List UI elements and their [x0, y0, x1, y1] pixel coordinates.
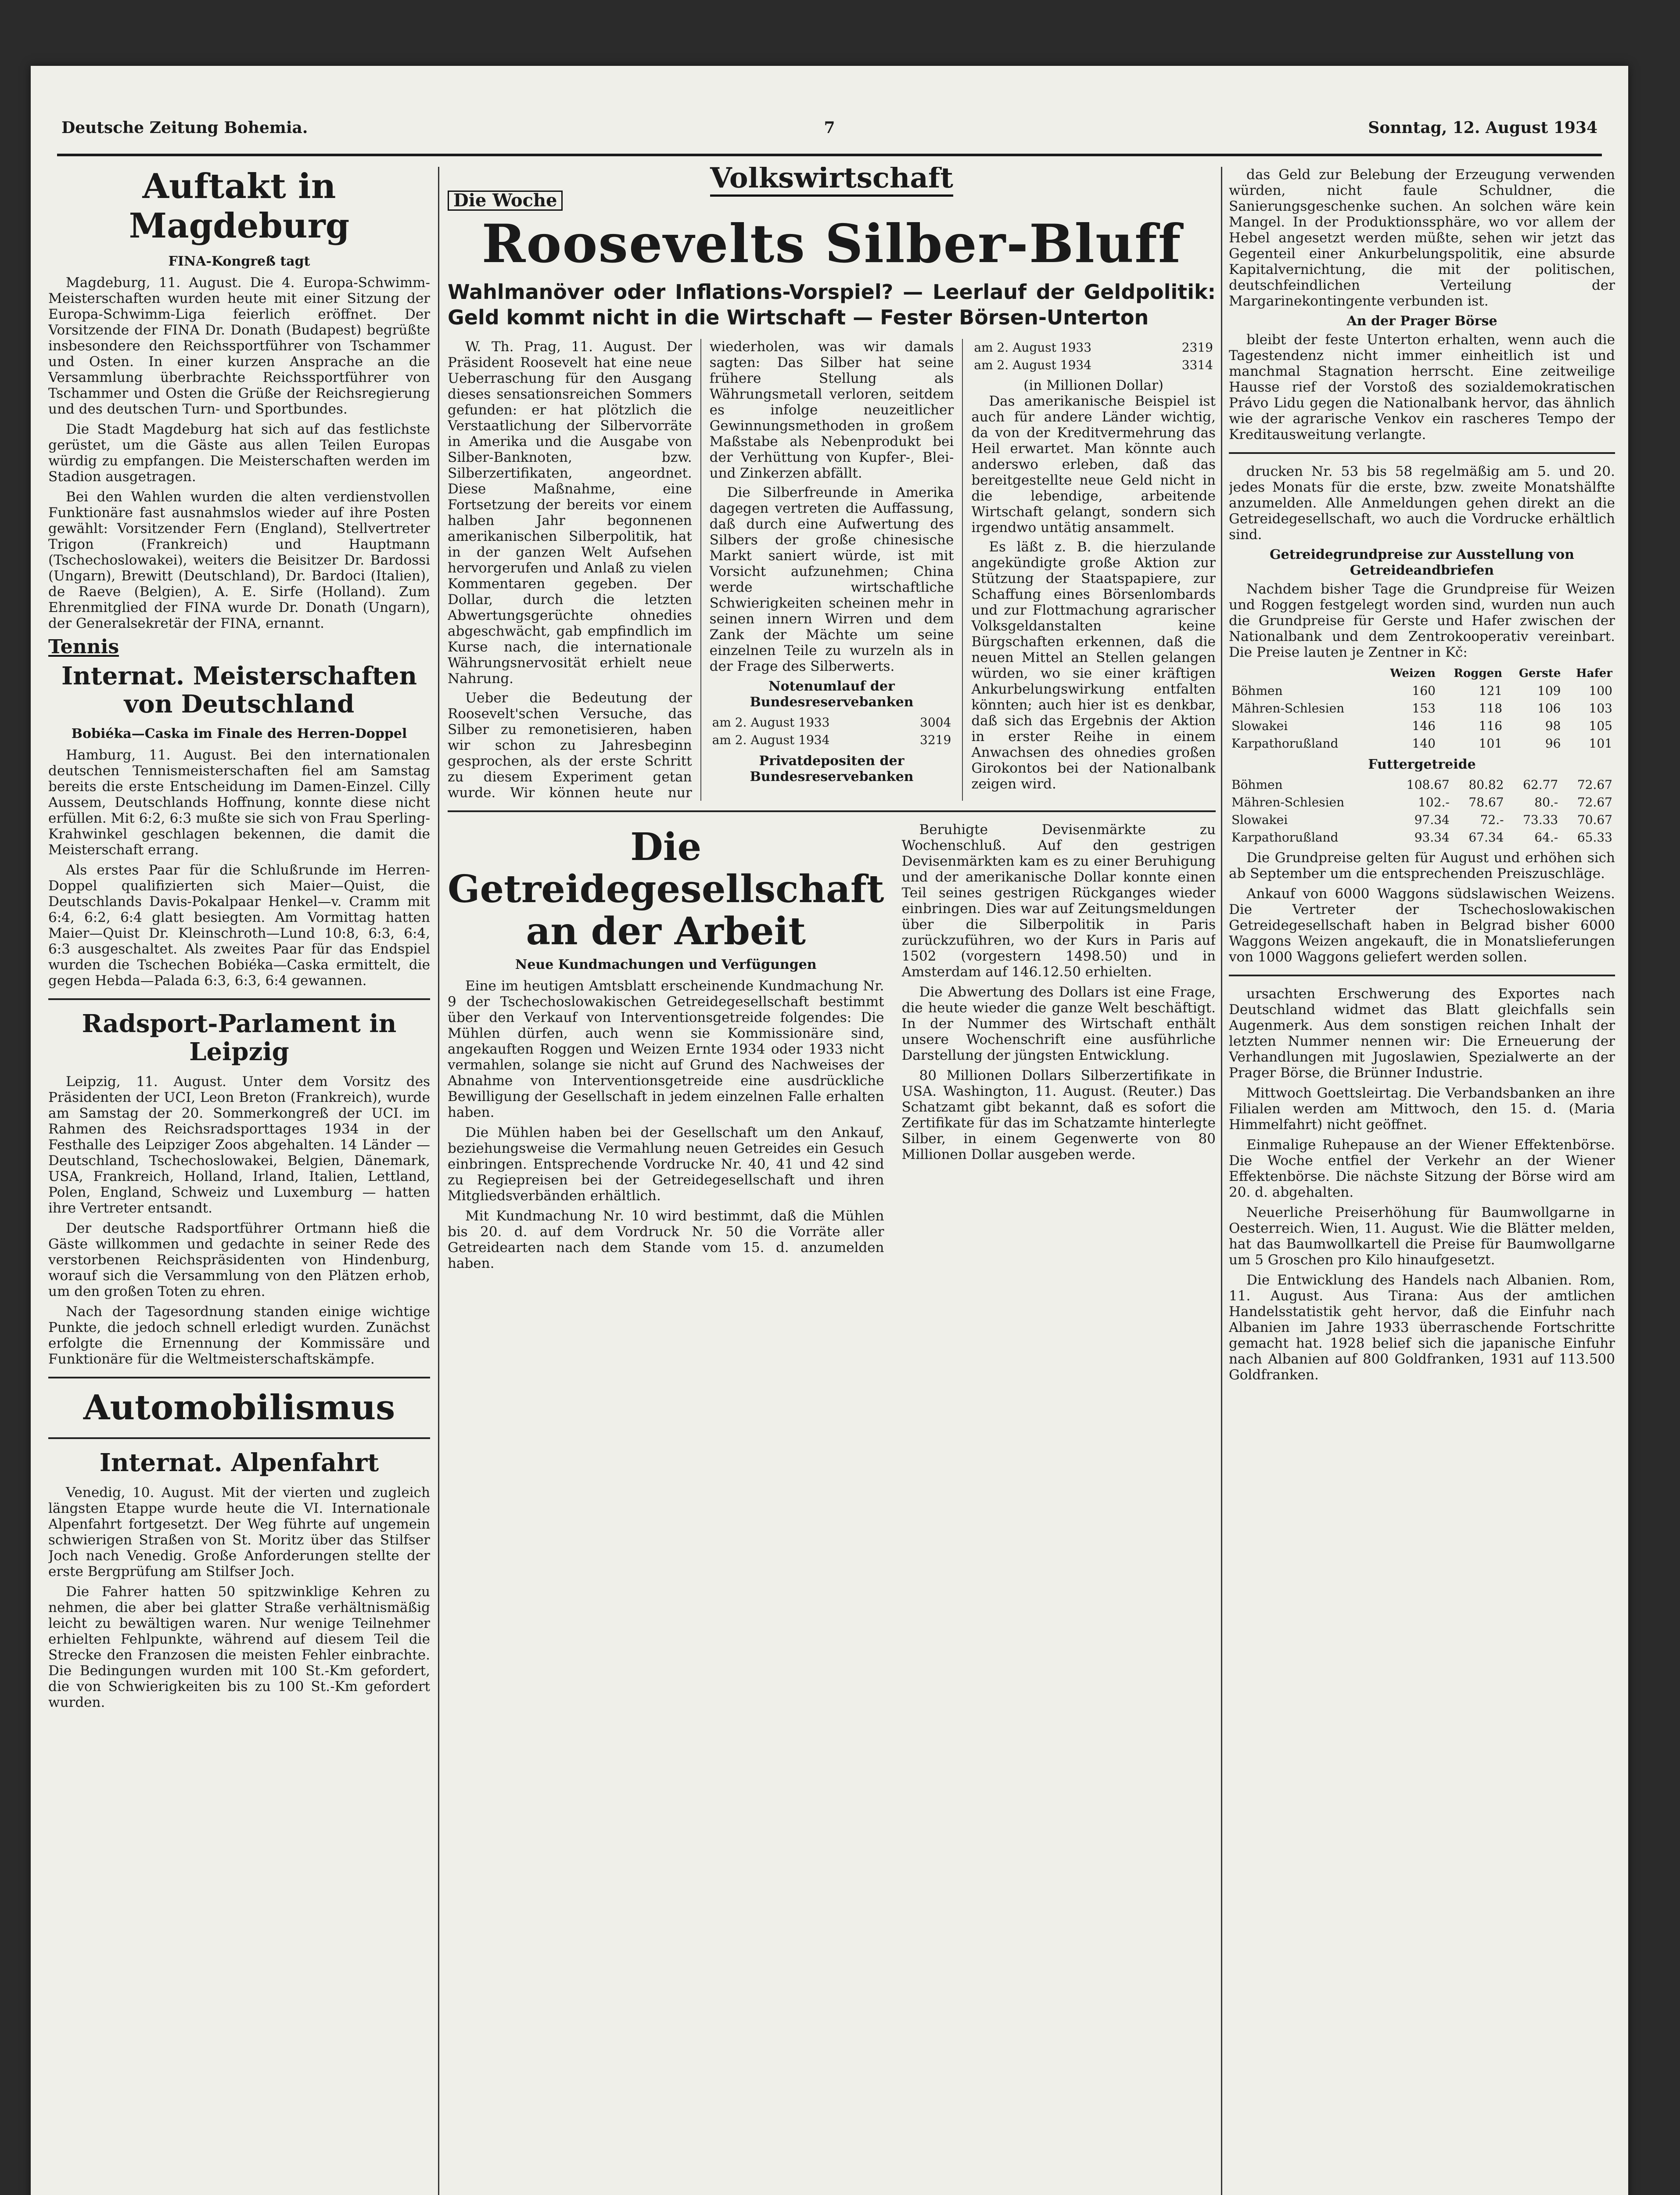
- header-date: Sonntag, 12. August 1934: [1368, 119, 1597, 137]
- article-paragraph: Die Abwertung des Dollars ist eine Frage, die heute wieder die ganze Welt beschäftigt. In der Nummer des Wirtschaft enthält unsere Wochenschrift eine ausführliche Darstellung der jüngsten Entwicklung.: [901, 984, 1216, 1063]
- divider: [48, 1437, 430, 1439]
- table-row: Slowakei 146 116 98 105: [1231, 719, 1612, 733]
- table-cell: 2319: [1181, 340, 1213, 355]
- article-paragraph: Venedig, 10. August. Mit der vierten und zugleich längsten Etappe wurde heute die VI. Internationale Alpenfahrt fortgesetzt. Der Weg führte auf ungemein schwierigen Straßen von St. Moritz über das Stilfser Joch nach Venedig. Große Anforderungen stellte der erste Bergprüfung am Stilfser Joch.: [48, 1485, 430, 1580]
- column-divider: [1221, 167, 1222, 2195]
- magdeburg-subheadline: FINA-Kongreß tagt: [168, 254, 310, 269]
- table-row: Karpathorußland 93.34 67.34 64.- 65.33: [1231, 830, 1612, 845]
- tennis-headline: Internat. Meisterschaften von Deutschland: [61, 662, 417, 719]
- center-column: [448, 167, 1216, 2195]
- table-row: [710, 714, 954, 731]
- header-rule: [57, 154, 1602, 156]
- article-paragraph: ursachten Erschwerung des Exportes nach Deutschland widmet das Blatt gleichfalls sein Augenmerk. Aus dem sonstigen reichen Inhalt der letzten Nummer nennen wir: Die Erneuerung der Verhandlungen mit Jugoslawien, Spezialwerte an der Prager Börse, die Brünner Industrie.: [1229, 986, 1615, 1081]
- fed-table-unit: (in Millionen Dollar): [1023, 378, 1164, 393]
- table-cell: 3314: [1181, 358, 1213, 372]
- article-paragraph: Die Mühlen haben bei der Gesellschaft um den Ankauf, beziehungsweise die Vermahlung neuen Getreides ein Gesuch einbringen. Entsprechende Vordrucke Nr. 40, 41 und 42 sind zu Regiepreisen bei der Getreidegesellschaft und ihren Mitgliedsverbänden erhältlich.: [448, 1125, 884, 1204]
- magdeburg-headline: Auftakt in Magdeburg: [129, 167, 350, 246]
- article-paragraph: Mit Kundmachung Nr. 10 wird bestimmt, daß die Mühlen bis 20. d. auf dem Vordruck Nr. 50 die Vorräte aller Getreidearten nach dem Stande vom 15. d. anzumelden haben.: [448, 1208, 884, 1271]
- article-paragraph: bleibt der feste Unterton erhalten, wenn auch die Tagestendenz nicht immer einheitlich ist und manchmal Stagnation herrscht. Eine zeitweilige Hausse rief der Vorstoß des sozialdemokratischen Právo Lidu gegen die Nationalbank hervor, das ähnlich wie der agrarische Venkov ein rascheres Tempo der Kreditausweitung verlangte.: [1229, 332, 1615, 443]
- table-row: [971, 339, 1216, 356]
- table-cell: am 2. August 1933: [974, 340, 1092, 355]
- radsport-headline: Radsport-Parlament in Leipzig: [82, 1009, 397, 1066]
- automobilismus-section: Automobilismus: [83, 1388, 395, 1428]
- futtergetreide-head: Futtergetreide: [1368, 757, 1476, 772]
- article-paragraph: Nach der Tagesordnung standen einige wichtige Punkte, die jedoch schnell erledigt wurden. Zunächst erfolgte die Ernennung der Kommissäre und Funktionäre für die Weltmeisterschaftskämpfe.: [48, 1304, 430, 1367]
- article-paragraph: drucken Nr. 53 bis 58 regelmäßig am 5. und 20. jedes Monats für die erste, bzw. zweite Monatshälfte anzumelden. Alle Anmeldungen gehen direkt an die Getreidegesellschaft, wo auch die Vordrucke erhältlich sind.: [1229, 464, 1615, 543]
- table-row: Böhmen 160 121 109 100: [1231, 684, 1612, 698]
- article-paragraph: Das amerikanische Beispiel ist auch für andere Länder wichtig, da von der Kreditvermehrung das Heil erwartet. Man könnte auch anderswo erleben, daß das bereitgestellte neue Geld nicht in die lebendige, arbeitende Wirtschaft gelangt, sondern sich irgendwo untätig ansammelt.: [971, 393, 1216, 536]
- article-paragraph: Hamburg, 11. August. Bei den internationalen deutschen Tennismeisterschaften fiel am Samstag bereits die erste Entscheidung im Damen-Einzel. Cilly Aussem, Deutschlands Hoffnung, konnte diese nicht erfüllen. Mit 6:2, 6:3 mußte sie sich von Frau Sperling-Krahwinkel geschlagen bekennen, die damit die Meisterschaft errang.: [48, 747, 430, 858]
- divider: [48, 1377, 430, 1378]
- article-paragraph: Die Stadt Magdeburg hat sich auf das festlichste gerüstet, um die Gäste aus allen Teilen Europas würdig zu empfangen. Die Meisterschaften werden im Stadion ausgetragen.: [48, 421, 430, 485]
- divider: [48, 998, 430, 1000]
- divider: [1229, 452, 1615, 454]
- grundpreise-head: Getreidegrundpreise zur Ausstellung von Getreideandbriefen: [1270, 547, 1574, 578]
- fed-table-title: Privatdepositen der Bundesreservebanken: [750, 753, 914, 784]
- roosevelt-headline: Roosevelts Silber-Bluff: [481, 213, 1182, 275]
- divider: [448, 810, 1216, 812]
- roosevelt-subheadline: Wahlmanöver oder Inflations-Vorspiel? — Leerlauf der Geldpolitik: Geld kommt nicht in die Wirtschaft — Fester Börsen-Unterton: [448, 280, 1216, 329]
- table-header-row: Weizen Roggen Gerste Hafer: [1390, 667, 1612, 680]
- article-paragraph: Bei den Wahlen wurden die alten verdienstvollen Funktionäre fast ausnahmslos wieder auf ihre Posten gewählt: Vorsitzender Fern (England), Stellvertreter Trigon (Frankreich) und Hauptmann (Tschechoslowakei), weiters die Beisitzer Dr. Bardossi (Ungarn), Brewitt (Deutschland), Dr. Bardoci (Italien), de Raeve (Belgien), A. E. Sirfe (Holland). Zum Ehrenmitglied der FINA wurde Dr. Donath (Ungarn), der Generalsekretär der FINA, ernannt.: [48, 489, 430, 631]
- article-paragraph: Einmalige Ruhepause an der Wiener Effektenbörse. Die Woche entfiel der Verkehr an der Wiener Effektenbörse. Die nächste Sitzung der Börse wird am 20. d. abgehalten.: [1229, 1137, 1615, 1200]
- table-cell: 3219: [920, 733, 951, 747]
- article-paragraph: Neuerliche Preiserhöhung für Baumwollgarne in Oesterreich. Wien, 11. August. Wie die Blätter melden, hat das Baumwollkartell die Preise für Baumwollgarne um 5 Groschen pro Kilo hinaufgesetzt.: [1229, 1205, 1615, 1268]
- article-paragraph: Die Entwicklung des Handels nach Albanien. Rom, 11. August. Aus Tirana: Aus der amtlichen Handelsstatistik geht hervor, daß die Einfuhr nach Albanien im Jahre 1933 überraschende Fortschritte gemacht hat. 1928 belief sich die japanische Einfuhr nach Albanien auf 800 Goldfranken, 1931 auf 113.500 Goldfranken.: [1229, 1272, 1615, 1383]
- getreide-article: [448, 822, 884, 1276]
- article-paragraph: Nachdem bisher Tage die Grundpreise für Weizen und Roggen festgelegt worden sind, wurden nun auch die Grundpreise für Gerste und Hafer zwischen der Nationalbank und dem Zentrokooperativ vereinbart. Die Preise lauten je Zentner in Kč:: [1229, 581, 1615, 660]
- table-row: [971, 356, 1216, 374]
- article-paragraph: Als erstes Paar für die Schlußrunde im Herren-Doppel qualifizierten sich Maier—Quist, die Deutschlands Davis-Pokalpaar Henkel—v. Cramm mit 6:4, 6:2, 6:4 glatt besiegten. Am Vormittag hatten Maier—Quist Dr. Kleinschroth—Lund 10:8, 6:3, 6:4, 6:3 ausgeschaltet. Als zweites Paar für das Endspiel wurden die Tschechen Bobiéka—Caska ermittelt, die gegen Hebda—Palada 6:3, 6:3, 6:4 gewannen.: [48, 862, 430, 989]
- table-row: Slowakei 97.34 72.- 73.33 70.67: [1231, 813, 1612, 827]
- header-page-number: 7: [824, 119, 835, 137]
- table-row: [710, 731, 954, 749]
- article-paragraph: Mittwoch Goettsleirtag. Die Verbandsbanken an ihre Filialen werden am Mittwoch, den 15. d. (Maria Himmelfahrt) nicht geöffnet.: [1229, 1085, 1615, 1133]
- fed-deposits-table: [971, 339, 1216, 374]
- die-woche-label: Die Woche: [448, 191, 563, 211]
- article-paragraph: Der deutsche Radsportführer Ortmann hieß die Gäste willkommen und gedachte in seiner Rede des verstorbenen Reichspräsidenten von Hindenburg, worauf sich die Versammlung von den Plätzen erhob, um den großen Toten zu ehren.: [48, 1220, 430, 1299]
- article-paragraph: das Geld zur Belebung der Erzeugung verwenden würden, nicht faule Schuldner, die Sanierungsgeschenke suchen. An solchen wäre kein Mangel. In der Produktionssphäre, wo vor allem der Hebel angesetzt werden müßte, sehen wir jetzt das Gegenteil einer Ankurbelungspolitik, eine absurde Kapitalvernichtung, die mit der politischen, deutschfeindlichen Verteilung der Margarinekontingente verbunden ist.: [1229, 167, 1615, 309]
- table-cell: am 2. August 1934: [712, 733, 830, 747]
- header-newspaper-name: Deutsche Zeitung Bohemia.: [61, 119, 308, 137]
- article-paragraph: W. Th. Prag, 11. August. Der Präsident Roosevelt hat eine neue Ueberraschung für den Ausgang dieses sensationsreichen Sommers gefunden: er hat plötzlich die Verstaatlichung der Silbervorräte in Amerika und die Ausgabe von Silber-Banknoten, bzw. Silberzertifikaten, angeordnet. Diese Maßnahme, eine Fortsetzung der bereits vor einem halben Jahr begonnenen amerikanischen Silberpolitik, hat in der ganzen Welt Aufsehen hervorgerufen und Anlaß zu vielen Kommentaren gegeben. Der Dollar, durch die letzten Abwertungsgerüchte ohnedies abgeschwächt, gab empfindlich im Kurse nach, die internationale Währungsnervosität erhielt neue Nahrung.: [448, 339, 692, 687]
- article-paragraph: 80 Millionen Dollars Silberzertifikate in USA. Washington, 11. August. (Reuter.) Das Schatzamt gibt bekannt, daß es sofort die Zertifikate für das im Schatzamte hinterlegte Silber, in einem Gegenwerte von 80 Millionen Dollar ausgeben werde.: [901, 1068, 1216, 1162]
- volkswirtschaft-section-title: Volkswirtschaft: [448, 170, 1216, 186]
- table-cell: am 2. August 1934: [974, 358, 1092, 372]
- table-cell: 3004: [920, 715, 951, 730]
- article-paragraph: Es läßt z. B. die hierzulande angekündigte große Aktion zur Stützung der Staatspapiere, zur Schaffung eines Börsenlombards und zur Flottmachung agrarischer Volksgeldanstalten keine Bürgschaften erkennen, daß die neuen Mittel an Stellen gelangen würden, wo sie einer kräftigen Ankurbelungswirkung entfalten könnten; auch hier ist es denkbar, daß sich das Ergebnis der Aktion in erster Reihe in einem Anwachsen des ohnedies großen Girokontos bei der Nationalbank zeigen wird.: [971, 539, 1216, 792]
- fed-notes-table: [710, 714, 954, 749]
- article-paragraph: Magdeburg, 11. August. Die 4. Europa-Schwimm-Meisterschaften wurden heute mit einer Sitzung der Europa-Schwimm-Liga feierlich eröffnet. Der Vorsitzende der FINA Dr. Donath (Budapest) begrüßte insbesondere den Reichssportführer von Tschammer und Osten. In einer kurzen Ansprache an die Versammlung überbrachte Reichssportführer von Tschammer und Osten die Grüße der Reichsregierung und des deutschen Turn- und Sportbundes.: [48, 275, 430, 417]
- article-paragraph: Ueber die Bedeutung der Roosevelt'schen Versuche, das Silber zu remonetisieren, haben wir schon zu Jahresbeginn gesprochen, als der erste Schritt zu diesem Experiment getan wurde. Wir können heute nur wiederholen, was wir damals sagten: Das Silber hat seine frühere Stellung als Währungsmetall verloren, seitdem es infolge neuzeitlicher Gewinnungsmethoden in großem Maßstabe als Nebenprodukt bei der Verhüttung von Kupfer-, Blei- und Zinkerzen abfällt.: [448, 339, 954, 801]
- table-cell: am 2. August 1933: [712, 715, 830, 730]
- tennis-subheadline: Bobiéka—Caska im Finale des Herren-Doppel: [71, 726, 407, 741]
- article-paragraph: Leipzig, 11. August. Unter dem Vorsitz des Präsidenten der UCI, Leon Breton (Frankreich), wurde am Samstag der 20. Sommerkongreß der UCI. im Rahmen des Reichsradsporttages 1934 in der Festhalle des Leipziger Zoos abgehalten. 14 Länder — Deutschland, Tschechoslowakei, Belgien, Dänemark, USA, Frankreich, Holland, Irland, Italien, Lettland, Polen, England, Schweiz und Luxemburg — hatten ihre Vertreter entsandt.: [48, 1074, 430, 1216]
- tennis-section-label: Tennis: [48, 636, 119, 658]
- grain-price-table: [1229, 665, 1615, 752]
- article-paragraph: Die Fahrer hatten 50 spitzwinklige Kehren zu nehmen, die aber bei glatter Straße verhältnismäßig leicht zu bewältigen waren. Nur wenige Teilnehmer erhielten Fehlpunkte, während auf diesem Teil die Strecke den Franzosen die meisten Fehler einbrachte. Die Bedingungen wurden mit 100 St.-Km gefordert, die von Schwierigkeiten bis zu 100 St.-Km gefordert wurden.: [48, 1584, 430, 1710]
- article-paragraph: Eine im heutigen Amtsblatt erscheinende Kundmachung Nr. 9 der Tschechoslowakischen Getreidegesellschaft bestimmt über den Verkauf von Interventionsgetreide folgendes: Die Mühlen dürfen, auch wenn sie Kommissionäre sind, angekauften Roggen und Weizen Ernte 1934 oder 1933 nicht vermahlen, solange sie nicht auf Grund des Nachweises der Abnahme von Interventionsgetreide eine ausdrückliche Bewilligung der Gesellschaft in jedem einzelnen Falle erhalten haben.: [448, 978, 884, 1120]
- prager-boerse-head: An der Prager Börse: [1346, 313, 1497, 329]
- fed-table-title: Notenumlauf der Bundesreservebanken: [750, 679, 914, 710]
- table-row: Mähren-Schlesien 102.- 78.67 80.- 72.67: [1231, 795, 1612, 810]
- table-row: Böhmen 108.67 80.82 62.77 72.67: [1231, 777, 1612, 792]
- column-divider: [438, 167, 439, 2195]
- feed-grain-price-table: [1229, 776, 1615, 846]
- right-column: [1229, 167, 1615, 2195]
- article-paragraph: Beruhigte Devisenmärkte zu Wochenschluß. Auf den gestrigen Devisenmärkten kam es zu einer Beruhigung und der amerikanische Dollar konnte einen Teil seines gestrigen Rückganges wieder einbringen. Dies war auf Zeitungsmeldungen über die Silberpolitik in Paris zurückzuführen, wo der Kurs in Paris auf 1502 (vorgestern 1498.50) und in Amsterdam auf 146.12.50 erhielten.: [901, 822, 1216, 980]
- lower-center-area: [448, 822, 1216, 1276]
- table-row: Karpathorußland 140 101 96 101: [1231, 736, 1612, 751]
- table-row: Mähren-Schlesien 153 118 106 103: [1231, 701, 1612, 716]
- page-header: [61, 119, 1597, 149]
- divider: [1229, 975, 1615, 976]
- article-paragraph: Ankauf von 6000 Waggons südslawischen Weizens. Die Vertreter der Tschechoslowakischen Getreidegesellschaft haben in Belgrad bisher 6000 Waggons Weizen angekauft, die in Monatslieferungen von 1000 Waggons geliefert werden sollen.: [1229, 886, 1615, 965]
- article-paragraph: Die Silberfreunde in Amerika dagegen vertreten die Auffassung, daß durch eine Aufwertung des Silbers der große chinesische Markt saniert würde, ist mit Vorsicht aufzunehmen; China werde wirtschaftliche Schwierigkeiten scheinen mehr in seinen innern Wirren und dem Zank der Mächte um seine einzelnen Teile zu wurzeln als in der Frage des Silberwerts.: [709, 485, 954, 674]
- getreide-headline: Die Getreidegesellschaft an der Arbeit: [448, 825, 884, 954]
- alpenfahrt-headline: Internat. Alpenfahrt: [99, 1448, 379, 1477]
- left-column: [48, 167, 430, 2195]
- article-paragraph: Die Grundpreise gelten für August und erhöhen sich ab September um die entsprechenden Preiszuschläge.: [1229, 850, 1615, 882]
- newspaper-page: [31, 66, 1628, 2195]
- roosevelt-article-body: [448, 339, 1216, 801]
- market-news: [902, 822, 1216, 1276]
- getreide-subheadline: Neue Kundmachungen und Verfügungen: [515, 957, 817, 972]
